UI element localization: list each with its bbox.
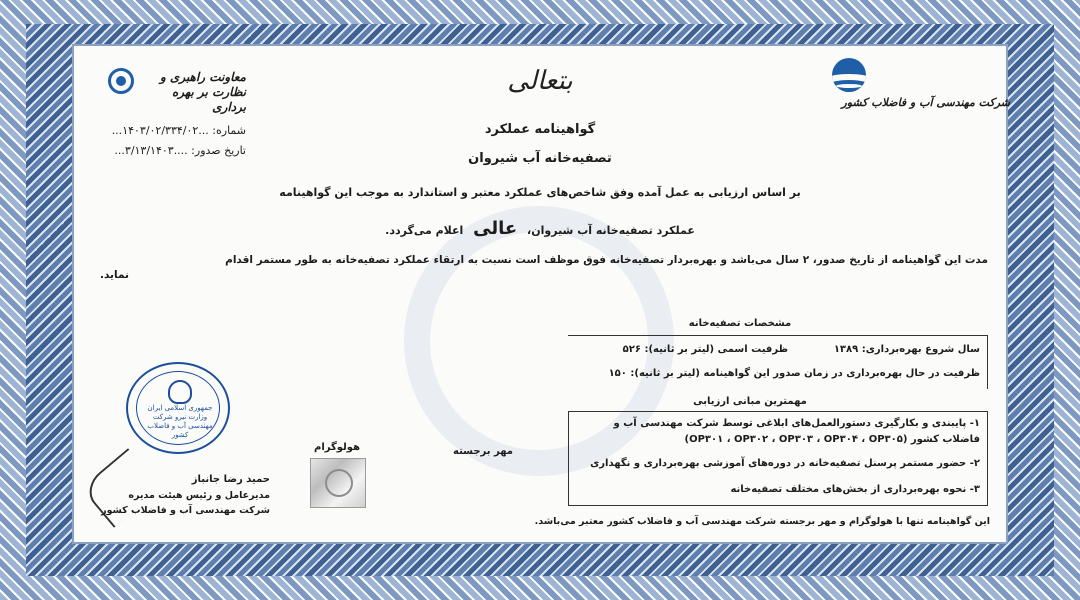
certificate-title: گواهینامه عملکرد: [484, 122, 596, 137]
criterion-2: ۲- حضور مستمر پرسنل تصفیه‌خانه در دوره‌های آموزشی بهره‌برداری و نگهداری: [590, 458, 980, 469]
signatory-role-2: شرکت مهندسی آب و فاضلاب کشور: [101, 505, 270, 516]
emboss-stamp-label: مهر برجسته: [453, 446, 513, 457]
bismillah-heading: بتعالی: [507, 66, 573, 96]
body-line-2: [330, 218, 750, 239]
ministry-seal: [126, 362, 230, 454]
iran-emblem-icon: [168, 380, 192, 404]
signatory-role-1: مدیرعامل و رئیس هیئت مدیره: [128, 490, 270, 501]
body-line-2-pre: عملکرد تصفیه‌خانه آب شیروان،: [527, 224, 695, 237]
issue-date: تاریخ صدور: ....۳/۱۳/۱۴۰۳...: [114, 144, 246, 157]
criterion-1b: فاضلاب کشور (OP۳۰۱ ، OP۳۰۲ ، OP۳۰۳ ، OP۳۰۴ ، OP۳۰۵): [684, 434, 980, 445]
start-year: سال شروع بهره‌برداری: ۱۳۸۹: [833, 344, 980, 355]
specs-right-rule: [987, 335, 988, 389]
specs-heading: مشخصات تصفیه‌خانه: [688, 318, 792, 329]
performance-grade: عالی: [473, 218, 518, 239]
criteria-right-rule: [987, 411, 988, 505]
hologram-sticker: [310, 458, 366, 508]
body-line-3a: مدت این گواهینامه از تاریخ صدور، ۲ سال می‌باشد و بهره‌بردار تصفیه‌خانه فوق موظف است نسبت به ارتقاء عملکرد تصفیه‌خانه به طور مستمر اقدام: [225, 254, 988, 266]
left-org-name: معاونت راهبری و نظارت بر بهره برداری: [159, 70, 246, 114]
nominal-capacity: ظرفیت اسمی (لیتر بر ثانیه): ۵۲۶: [622, 344, 788, 355]
supervision-logo-icon: [108, 68, 134, 94]
certificate-number: شماره: ...۱۴۰۳/۰۲/۳۳۴/۰۲...: [111, 124, 246, 137]
validity-note: این گواهینامه تنها با هولوگرام و مهر برجسته شرکت مهندسی آب و فاضلاب کشور معتبر می‌باشد.: [534, 516, 990, 527]
seal-text: جمهوری اسلامی ایران وزارت نیرو شرکت مهندسی آب و فاضلاب کشور: [147, 404, 213, 439]
criteria-left-rule: [568, 411, 569, 505]
facility-name: تصفیه‌خانه آب شیروان: [468, 151, 612, 166]
specs-top-rule: [568, 335, 988, 336]
abfa-logo-icon: [832, 58, 866, 92]
criterion-1a: ۱- پایبندی و بکارگیری دستورالعمل‌های ابلاغی توسط شرکت مهندسی آب و: [613, 418, 980, 429]
criteria-bottom-rule: [568, 505, 988, 506]
current-capacity: ظرفیت در حال بهره‌برداری در زمان صدور این گواهینامه (لیتر بر ثانیه): ۱۵۰: [608, 368, 980, 379]
body-line-3b: نماید.: [100, 269, 129, 281]
right-org-name: شرکت مهندسی آب و فاضلاب کشور: [841, 96, 1010, 109]
signatory-name: حمید رضا جانباز: [191, 474, 270, 485]
criterion-3: ۳- نحوه بهره‌برداری از بخش‌های مختلف تصفیه‌خانه: [730, 484, 980, 495]
criteria-top-rule: [568, 411, 988, 412]
body-line-1: بر اساس ارزیابی به عمل آمده وفق شاخص‌های عملکرد معتبر و استاندارد به موجب این گواهینامه: [279, 186, 801, 199]
hologram-label: هولوگرام: [313, 442, 361, 453]
criteria-heading: مهمترین مبانی ارزیابی: [693, 396, 807, 407]
body-line-2-post: اعلام می‌گردد.: [385, 224, 464, 237]
certificate-paper: [72, 44, 1008, 544]
